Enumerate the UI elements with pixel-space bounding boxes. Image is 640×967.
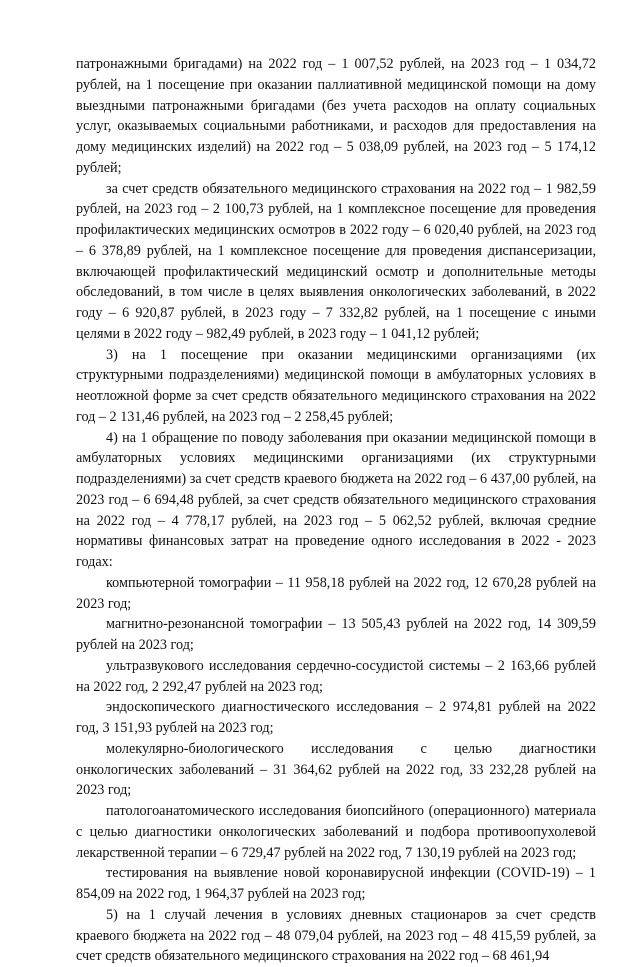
paragraph-item-3-urgent-visit: 3) на 1 посещение при оказании медицинскими организациями (их структурными подразделениями) медицинской помощи в амбулаторных условиях в неотложной форме за счет средств обязательного медицинского страхования на 2022 год – 2 131,46 рублей, на 2023 год – 2 258,45 рублей;	[76, 346, 596, 425]
paragraph-ct-cost: компьютерной томографии – 11 958,18 рублей на 2022 год, 12 670,28 рублей на 2023 год;	[76, 574, 596, 612]
paragraph-ultrasound-cost: ультразвукового исследования сердечно-сосудистой системы – 2 163,66 рублей на 2022 год, 2 292,47 рублей на 2023 год;	[76, 657, 596, 695]
paragraph-item-4-disease-appeal: 4) на 1 обращение по поводу заболевания при оказании медицинской помощи в амбулаторных условиях медицинскими организациями (их структурными подразделениями) за счет средств краевого бюджета на 2022 год – 6 437,00 рублей, на 2023 год – 6 694,48 рублей, за счет средств обязательного медицинского страхования на 2022 год – 4 778,17 рублей, на 2023 год – 5 062,52 рублей, включая средние нормативы финансовых затрат на проведение одного исследования в 2022 - 2023 годах:	[76, 429, 596, 570]
document-page	[76, 54, 596, 967]
paragraph-oms-visit-costs: за счет средств обязательного медицинского страхования на 2022 год – 1 982,59 рублей, на 2023 год – 2 100,73 рублей, на 1 комплексное посещение для проведения профилактических медицинских осмотров в 2022 году – 6 020,40 рублей, на 2023 год – 6 378,89 рублей, на 1 комплексное посещение для проведения диспансеризации, включающей профилактический медицинский осмотр и дополнительные методы обследований, в том числе в целях выявления онкологических заболеваний, в 2022 году – 6 920,87 рублей, в 2023 году – 7 332,82 рублей, на 1 посещение с иными целями в 2022 году – 982,49 рублей, в 2023 году – 1 041,12 рублей;	[76, 180, 596, 342]
paragraph-endoscopy-cost: эндоскопического диагностического исследования – 2 974,81 рублей на 2022 год, 3 151,93 рублей на 2023 год;	[76, 699, 596, 736]
paragraph-item-5-day-hospital: 5) на 1 случай лечения в условиях дневных стационаров за счет средств краевого бюджета на 2022 год – 48 079,04 рублей, на 2023 год – 48 415,59 рублей, за счет средств обязательного медицинского страхования на 2022 год – 68 461,94	[76, 906, 596, 965]
paragraph-molecular-biology-cost: молекулярно-биологического исследования с целью диагностики онкологических заболеваний – 31 364,62 рублей на 2022 год, 33 232,28 рублей на 2023 год;	[76, 740, 596, 799]
paragraph-pathology-cost: патологоанатомического исследования биопсийного (операционного) материала с целью диагностики онкологических заболеваний и подбора противоопухолевой лекарственной терапии – 6 729,47 рублей на 2022 год, 7 130,19 рублей на 2023 год;	[76, 803, 596, 861]
paragraph-palliative-care-costs: патронажными бригадами) на 2022 год – 1 007,52 рублей, на 2023 год – 1 034,72 рублей, на 1 посещение при оказании паллиативной медицинской помощи на дому выездными патронажными бригадами (без учета расходов на оплату социальных услуг, оказываемых социальными работниками, и расходов для предоставления на дому медицинских изделий) на 2022 год – 5 038,09 рублей, на 2023 год – 5 174,12 рублей;	[76, 56, 596, 176]
paragraph-covid-testing-cost: тестирования на выявление новой коронавирусной инфекции (COVID-19) – 1 854,09 на 2022 год, 1 964,37 рублей на 2023 год;	[76, 865, 596, 902]
paragraph-mri-cost: магнитно-резонансной томографии – 13 505,43 рублей на 2022 год, 14 309,59 рублей на 2023 год;	[76, 616, 596, 653]
